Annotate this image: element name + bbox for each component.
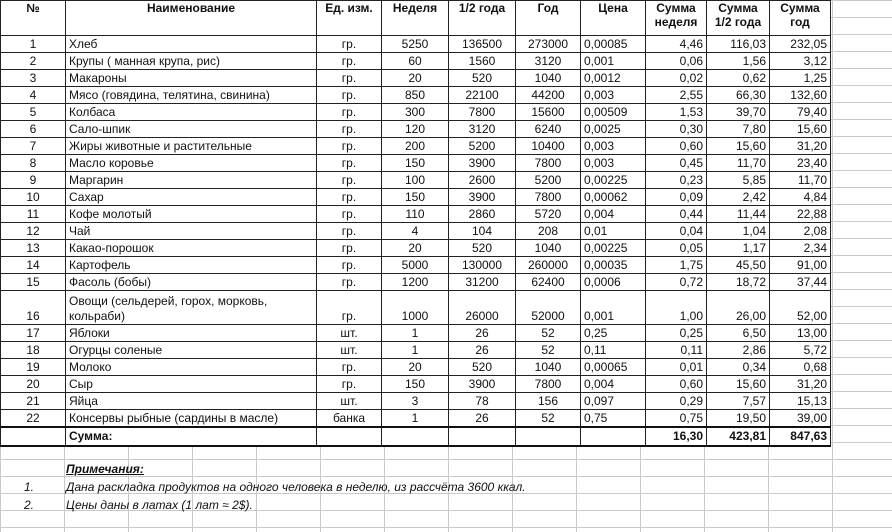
price-cell: 0,75 xyxy=(581,410,646,428)
unit-cell: гр. xyxy=(317,172,382,189)
sum-half-year-cell: 15,60 xyxy=(707,138,770,155)
qty-year-cell: 7800 xyxy=(516,376,581,393)
total-empty-cell xyxy=(516,427,581,446)
unit-cell: шт. xyxy=(317,325,382,342)
unit-cell: гр. xyxy=(317,206,382,223)
unit-cell: гр. xyxy=(317,104,382,121)
price-cell: 0,01 xyxy=(581,223,646,240)
sum-year-cell: 37,44 xyxy=(770,274,831,291)
qty-year-cell: 260000 xyxy=(516,257,581,274)
qty-year-cell: 156 xyxy=(516,393,581,410)
qty-week-cell: 300 xyxy=(382,104,449,121)
sum-half-year-cell: 2,42 xyxy=(707,189,770,206)
qty-year-cell: 1040 xyxy=(516,70,581,87)
price-cell: 0,0012 xyxy=(581,70,646,87)
product-name-cell: Крупы ( манная крупа, рис) xyxy=(66,53,317,70)
qty-year-cell: 5200 xyxy=(516,172,581,189)
total-empty-cell xyxy=(382,427,449,446)
product-name-cell: Сахар xyxy=(66,189,317,206)
sum-week-cell: 1,00 xyxy=(646,291,707,325)
qty-year-cell: 7800 xyxy=(516,189,581,206)
row-number-cell: 6 xyxy=(1,121,66,138)
price-cell: 0,00062 xyxy=(581,189,646,206)
sum-half-year-cell: 11,44 xyxy=(707,206,770,223)
total-empty-cell xyxy=(581,427,646,446)
notes-title-row xyxy=(0,460,892,478)
product-name-cell: Чай xyxy=(66,223,317,240)
total-year-value: 847,63 xyxy=(770,427,831,446)
price-cell: 0,003 xyxy=(581,155,646,172)
unit-cell: шт. xyxy=(317,393,382,410)
table-row xyxy=(1,206,831,223)
product-name-cell: Молоко xyxy=(66,359,317,376)
product-name-cell: Какао-порошок xyxy=(66,240,317,257)
qty-week-cell: 200 xyxy=(382,138,449,155)
table-row xyxy=(1,121,831,138)
sum-week-cell: 0,01 xyxy=(646,359,707,376)
qty-week-cell: 850 xyxy=(382,87,449,104)
price-cell: 0,0025 xyxy=(581,121,646,138)
qty-year-cell: 7800 xyxy=(516,155,581,172)
sum-half-year-cell: 19,50 xyxy=(707,410,770,428)
row-number-cell: 8 xyxy=(1,155,66,172)
price-cell: 0,00085 xyxy=(581,36,646,53)
qty-week-cell: 60 xyxy=(382,53,449,70)
col-unit-header: Ед. изм. xyxy=(317,1,382,36)
qty-year-cell: 273000 xyxy=(516,36,581,53)
price-cell: 0,11 xyxy=(581,342,646,359)
sum-year-cell: 13,00 xyxy=(770,325,831,342)
row-number-cell: 15 xyxy=(1,274,66,291)
table-row xyxy=(1,104,831,121)
qty-week-cell: 1 xyxy=(382,410,449,428)
price-cell: 0,00225 xyxy=(581,172,646,189)
col-half-header: 1/2 года xyxy=(449,1,516,36)
sum-year-header-line1: Сумма xyxy=(780,1,820,15)
product-name-cell: Масло коровье xyxy=(66,155,317,172)
price-cell: 0,25 xyxy=(581,325,646,342)
sum-year-cell: 91,00 xyxy=(770,257,831,274)
price-cell: 0,00225 xyxy=(581,240,646,257)
col-price-header: Цена xyxy=(581,1,646,36)
col-name-header: Наименование xyxy=(66,1,317,36)
sum-week-cell: 1,53 xyxy=(646,104,707,121)
unit-cell: гр. xyxy=(317,70,382,87)
table-row xyxy=(1,172,831,189)
unit-cell: банка xyxy=(317,410,382,428)
note-text: Дана раскладка продуктов на одного человека в неделю, из рассчёта 3600 ккал. xyxy=(66,480,526,494)
product-name-cell: Хлеб xyxy=(66,36,317,53)
product-name-cell: Овощи (сельдерей, горох, морковь, кольраби) xyxy=(66,291,317,325)
price-cell: 0,001 xyxy=(581,53,646,70)
note-item xyxy=(0,478,892,496)
qty-year-cell: 1040 xyxy=(516,359,581,376)
price-cell: 0,0006 xyxy=(581,274,646,291)
qty-year-cell: 52 xyxy=(516,325,581,342)
sum-week-cell: 0,60 xyxy=(646,138,707,155)
price-cell: 0,00509 xyxy=(581,104,646,121)
qty-week-cell: 20 xyxy=(382,240,449,257)
qty-week-cell: 150 xyxy=(382,155,449,172)
qty-year-cell: 52 xyxy=(516,342,581,359)
sum-half-year-cell: 1,04 xyxy=(707,223,770,240)
table-row xyxy=(1,138,831,155)
qty-year-cell: 62400 xyxy=(516,274,581,291)
sum-year-cell: 1,25 xyxy=(770,70,831,87)
row-number-cell: 2 xyxy=(1,53,66,70)
sum-year-cell: 22,88 xyxy=(770,206,831,223)
price-cell: 0,00035 xyxy=(581,257,646,274)
sum-week-header-line2: неделя xyxy=(654,15,698,29)
unit-cell: гр. xyxy=(317,223,382,240)
sum-year-cell: 3,12 xyxy=(770,53,831,70)
qty-week-cell: 120 xyxy=(382,121,449,138)
qty-half-year-cell: 22100 xyxy=(449,87,516,104)
qty-week-cell: 1 xyxy=(382,342,449,359)
product-name-cell: Жиры животные и растительные xyxy=(66,138,317,155)
table-row xyxy=(1,325,831,342)
unit-cell: гр. xyxy=(317,376,382,393)
product-name-cell: Колбаса xyxy=(66,104,317,121)
qty-half-year-cell: 2600 xyxy=(449,172,516,189)
total-half-value: 423,81 xyxy=(707,427,770,446)
price-cell: 0,001 xyxy=(581,291,646,325)
sum-week-cell: 0,60 xyxy=(646,376,707,393)
note-item xyxy=(0,496,892,514)
col-week-header: Неделя xyxy=(382,1,449,36)
sum-week-cell: 0,05 xyxy=(646,240,707,257)
sum-half-header-line2: 1/2 года xyxy=(714,15,762,29)
sum-half-year-cell: 15,60 xyxy=(707,376,770,393)
table-row xyxy=(1,291,831,325)
row-number-cell: 5 xyxy=(1,104,66,121)
qty-half-year-cell: 130000 xyxy=(449,257,516,274)
sum-week-cell: 2,55 xyxy=(646,87,707,104)
sum-half-year-cell: 66,30 xyxy=(707,87,770,104)
product-name-cell: Фасоль (бобы) xyxy=(66,274,317,291)
row-number-cell: 3 xyxy=(1,70,66,87)
product-name-cell: Макароны xyxy=(66,70,317,87)
row-number-cell: 22 xyxy=(1,410,66,428)
sum-year-cell: 11,70 xyxy=(770,172,831,189)
product-name-cell: Картофель xyxy=(66,257,317,274)
qty-week-cell: 5000 xyxy=(382,257,449,274)
product-name-cell: Маргарин xyxy=(66,172,317,189)
sum-half-year-cell: 7,80 xyxy=(707,121,770,138)
qty-week-cell: 1200 xyxy=(382,274,449,291)
qty-week-cell: 100 xyxy=(382,172,449,189)
table-row xyxy=(1,410,831,428)
row-number-cell: 19 xyxy=(1,359,66,376)
qty-half-year-cell: 136500 xyxy=(449,36,516,53)
table-row xyxy=(1,53,831,70)
sum-half-header-line1: Сумма xyxy=(718,1,758,15)
total-row xyxy=(1,427,831,446)
table-row xyxy=(1,87,831,104)
total-label: Сумма: xyxy=(66,427,317,446)
sum-week-cell: 0,25 xyxy=(646,325,707,342)
col-no-header: № xyxy=(1,1,66,36)
total-week-value: 16,30 xyxy=(646,427,707,446)
table-row xyxy=(1,189,831,206)
sum-half-year-cell: 2,86 xyxy=(707,342,770,359)
unit-cell: гр. xyxy=(317,274,382,291)
row-number-cell: 4 xyxy=(1,87,66,104)
row-number-cell: 14 xyxy=(1,257,66,274)
note-number: 1. xyxy=(24,480,35,494)
row-number-cell: 16 xyxy=(1,291,66,325)
qty-year-cell: 5720 xyxy=(516,206,581,223)
sum-half-year-cell: 45,50 xyxy=(707,257,770,274)
unit-cell: гр. xyxy=(317,138,382,155)
qty-week-cell: 1 xyxy=(382,325,449,342)
col-sum-year-header xyxy=(770,1,831,36)
sum-week-cell: 0,06 xyxy=(646,53,707,70)
unit-cell: гр. xyxy=(317,359,382,376)
qty-half-year-cell: 26 xyxy=(449,410,516,428)
qty-week-cell: 110 xyxy=(382,206,449,223)
qty-year-cell: 1040 xyxy=(516,240,581,257)
row-number-cell: 21 xyxy=(1,393,66,410)
sum-week-cell: 0,02 xyxy=(646,70,707,87)
qty-half-year-cell: 2860 xyxy=(449,206,516,223)
row-number-cell: 1 xyxy=(1,36,66,53)
qty-half-year-cell: 78 xyxy=(449,393,516,410)
product-name-cell: Кофе молотый xyxy=(66,206,317,223)
sum-week-cell: 0,09 xyxy=(646,189,707,206)
sum-half-year-cell: 1,17 xyxy=(707,240,770,257)
price-cell: 0,004 xyxy=(581,376,646,393)
row-number-cell: 11 xyxy=(1,206,66,223)
total-empty-cell xyxy=(449,427,516,446)
note-text: Цены даны в латах (1 лат ≈ 2$). xyxy=(66,498,253,512)
price-cell: 0,097 xyxy=(581,393,646,410)
sum-week-cell: 0,75 xyxy=(646,410,707,428)
sum-half-year-cell: 0,34 xyxy=(707,359,770,376)
sum-year-cell: 4,84 xyxy=(770,189,831,206)
qty-half-year-cell: 31200 xyxy=(449,274,516,291)
table-row xyxy=(1,70,831,87)
table-row xyxy=(1,342,831,359)
row-number-cell: 18 xyxy=(1,342,66,359)
note-number: 2. xyxy=(24,498,35,512)
sum-year-cell: 79,40 xyxy=(770,104,831,121)
unit-cell: гр. xyxy=(317,257,382,274)
row-number-cell: 7 xyxy=(1,138,66,155)
sum-week-cell: 0,30 xyxy=(646,121,707,138)
sum-half-year-cell: 1,56 xyxy=(707,53,770,70)
total-empty-cell xyxy=(317,427,382,446)
product-name-cell: Яблоки xyxy=(66,325,317,342)
unit-cell: гр. xyxy=(317,155,382,172)
unit-cell: гр. xyxy=(317,53,382,70)
qty-half-year-cell: 520 xyxy=(449,240,516,257)
table-row xyxy=(1,257,831,274)
unit-cell: гр. xyxy=(317,189,382,206)
sum-week-cell: 0,29 xyxy=(646,393,707,410)
sum-year-cell: 5,72 xyxy=(770,342,831,359)
notes-title: Примечания: xyxy=(66,462,144,476)
sum-week-header-line1: Сумма xyxy=(656,1,696,15)
qty-half-year-cell: 1560 xyxy=(449,53,516,70)
price-cell: 0,003 xyxy=(581,138,646,155)
sum-year-cell: 31,20 xyxy=(770,376,831,393)
qty-half-year-cell: 104 xyxy=(449,223,516,240)
sum-half-year-cell: 7,57 xyxy=(707,393,770,410)
price-cell: 0,00065 xyxy=(581,359,646,376)
sum-week-cell: 0,45 xyxy=(646,155,707,172)
sum-year-cell: 31,20 xyxy=(770,138,831,155)
qty-year-cell: 52 xyxy=(516,410,581,428)
product-name-cell: Сыр xyxy=(66,376,317,393)
sum-half-year-cell: 5,85 xyxy=(707,172,770,189)
sum-year-header-line2: год xyxy=(790,15,810,29)
notes-section xyxy=(0,460,892,514)
unit-cell: шт. xyxy=(317,342,382,359)
total-empty-cell xyxy=(1,427,66,446)
sum-year-cell: 2,34 xyxy=(770,240,831,257)
sum-year-cell: 0,68 xyxy=(770,359,831,376)
sum-year-cell: 232,05 xyxy=(770,36,831,53)
qty-half-year-cell: 3900 xyxy=(449,376,516,393)
unit-cell: гр. xyxy=(317,36,382,53)
table-row xyxy=(1,376,831,393)
col-sum-week-header xyxy=(646,1,707,36)
sum-half-year-cell: 26,00 xyxy=(707,291,770,325)
qty-half-year-cell: 520 xyxy=(449,70,516,87)
table-row xyxy=(1,36,831,53)
header-row xyxy=(1,1,831,36)
sum-week-cell: 1,75 xyxy=(646,257,707,274)
col-year-header: Год xyxy=(516,1,581,36)
qty-week-cell: 150 xyxy=(382,189,449,206)
sum-half-year-cell: 0,62 xyxy=(707,70,770,87)
qty-year-cell: 15600 xyxy=(516,104,581,121)
product-name-cell: Консервы рыбные (сардины в масле) xyxy=(66,410,317,428)
unit-cell: гр. xyxy=(317,87,382,104)
unit-cell: гр. xyxy=(317,240,382,257)
product-name-cell: Мясо (говядина, телятина, свинина) xyxy=(66,87,317,104)
qty-year-cell: 10400 xyxy=(516,138,581,155)
unit-cell: гр. xyxy=(317,291,382,325)
table-row xyxy=(1,393,831,410)
product-name-cell: Сало-шпик xyxy=(66,121,317,138)
qty-half-year-cell: 7800 xyxy=(449,104,516,121)
sum-week-cell: 0,44 xyxy=(646,206,707,223)
row-number-cell: 20 xyxy=(1,376,66,393)
qty-year-cell: 208 xyxy=(516,223,581,240)
qty-week-cell: 1000 xyxy=(382,291,449,325)
qty-half-year-cell: 26 xyxy=(449,342,516,359)
product-name-cell: Огурцы соленые xyxy=(66,342,317,359)
qty-year-cell: 52000 xyxy=(516,291,581,325)
sum-half-year-cell: 116,03 xyxy=(707,36,770,53)
qty-half-year-cell: 3120 xyxy=(449,121,516,138)
sum-half-year-cell: 18,72 xyxy=(707,274,770,291)
table-row xyxy=(1,274,831,291)
sum-week-cell: 4,46 xyxy=(646,36,707,53)
price-cell: 0,004 xyxy=(581,206,646,223)
qty-year-cell: 44200 xyxy=(516,87,581,104)
product-name-cell: Яйца xyxy=(66,393,317,410)
row-number-cell: 10 xyxy=(1,189,66,206)
table-row xyxy=(1,240,831,257)
sum-week-cell: 0,04 xyxy=(646,223,707,240)
qty-half-year-cell: 3900 xyxy=(449,189,516,206)
col-sum-half-header xyxy=(707,1,770,36)
qty-week-cell: 5250 xyxy=(382,36,449,53)
qty-week-cell: 20 xyxy=(382,70,449,87)
sum-week-cell: 0,72 xyxy=(646,274,707,291)
price-cell: 0,003 xyxy=(581,87,646,104)
sum-week-cell: 0,23 xyxy=(646,172,707,189)
sum-half-year-cell: 11,70 xyxy=(707,155,770,172)
sum-year-cell: 39,00 xyxy=(770,410,831,428)
qty-week-cell: 150 xyxy=(382,376,449,393)
sum-half-year-cell: 39,70 xyxy=(707,104,770,121)
sum-half-year-cell: 6,50 xyxy=(707,325,770,342)
row-number-cell: 13 xyxy=(1,240,66,257)
sum-year-cell: 23,40 xyxy=(770,155,831,172)
qty-half-year-cell: 26000 xyxy=(449,291,516,325)
table-row xyxy=(1,155,831,172)
qty-half-year-cell: 520 xyxy=(449,359,516,376)
qty-week-cell: 4 xyxy=(382,223,449,240)
table-row xyxy=(1,223,831,240)
qty-half-year-cell: 3900 xyxy=(449,155,516,172)
qty-week-cell: 3 xyxy=(382,393,449,410)
row-number-cell: 12 xyxy=(1,223,66,240)
row-number-cell: 9 xyxy=(1,172,66,189)
qty-half-year-cell: 26 xyxy=(449,325,516,342)
sum-week-cell: 0,11 xyxy=(646,342,707,359)
table-body xyxy=(1,36,831,428)
sum-year-cell: 15,13 xyxy=(770,393,831,410)
qty-week-cell: 20 xyxy=(382,359,449,376)
sum-year-cell: 52,00 xyxy=(770,291,831,325)
row-number-cell: 17 xyxy=(1,325,66,342)
qty-year-cell: 6240 xyxy=(516,121,581,138)
sum-year-cell: 132,60 xyxy=(770,87,831,104)
table-row xyxy=(1,359,831,376)
sum-year-cell: 2,08 xyxy=(770,223,831,240)
sum-year-cell: 15,60 xyxy=(770,121,831,138)
qty-half-year-cell: 5200 xyxy=(449,138,516,155)
unit-cell: гр. xyxy=(317,121,382,138)
qty-year-cell: 3120 xyxy=(516,53,581,70)
